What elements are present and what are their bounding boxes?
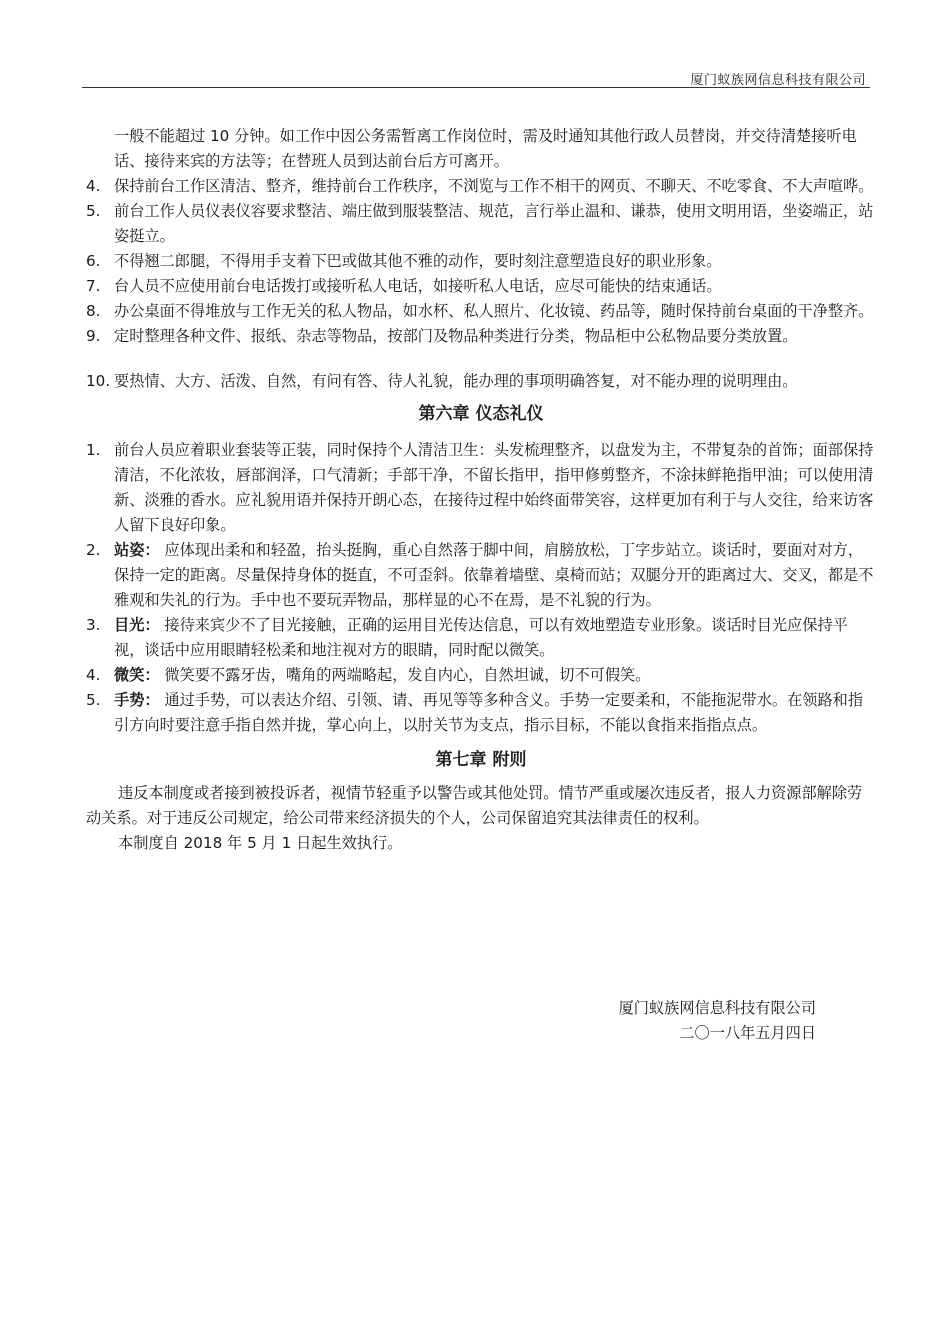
rules-list bbox=[86, 174, 876, 394]
item-number: 4. bbox=[86, 177, 101, 195]
item-text: 保持前台工作区清洁、整齐，维持前台工作秩序，不浏览与工作不相干的网页、不聊天、不吃零食、不大声喧哗。 bbox=[114, 177, 874, 195]
item-number: 4. bbox=[86, 666, 101, 684]
item-number: 3. bbox=[86, 616, 101, 634]
continuation-text: 一般不能超过 10 分钟。如工作中因公务需暂离工作岗位时，需及时通知其他行政人员替岗，并交待清楚接听电话、接待来宾的方法等；在替班人员到达前台后方可离开。 bbox=[114, 127, 857, 170]
item-number: 8. bbox=[86, 302, 101, 320]
item-text: 定时整理各种文件、报纸、杂志等物品，按部门及物品种类进行分类，物品柜中公私物品要分类放置。 bbox=[114, 327, 798, 345]
header-company: 厦门蚁族网信息科技有限公司 bbox=[690, 73, 866, 88]
item-text: 前台人员应着职业套装等正装，同时保持个人清洁卫生：头发梳理整齐，以盘发为主，不带复杂的首饰；面部保持清洁，不化浓妆，唇部润泽，口气清新；手部干净，不留长指甲，指甲修剪整齐，不涂抹鲜艳指甲油；可以使用清新、淡雅的香水。应礼貌用语并保持开朗心态，在接待过程中始终面带笑容，这样更加有利于与人交往，给来访客人留下良好印象。 bbox=[114, 441, 874, 534]
list-item bbox=[86, 688, 876, 738]
item-text: 要热情、大方、活泼、自然，有问有答、待人礼貌，能办理的事项明确答复，对不能办理的说明理由。 bbox=[114, 372, 798, 390]
item-text: 通过手势，可以表达介绍、引领、请、再见等等多种含义。手势一定要柔和，不能拖泥带水。在领路和指引方向时要注意手指自然并拢，掌心向上，以肘关节为支点，指示目标，不能以食指来指指点点。 bbox=[114, 691, 864, 734]
item-text: 微笑要不露牙齿，嘴角的两端略起，发自内心，自然坦诚，切不可假笑。 bbox=[164, 666, 651, 684]
item-text: 办公桌面不得堆放与工作无关的私人物品，如水杯、私人照片、化妆镜、药品等，随时保持前台桌面的干净整齐。 bbox=[114, 302, 874, 320]
list-item bbox=[86, 663, 876, 688]
item-text: 不得翘二郎腿，不得用手支着下巴或做其他不雅的动作，要时刻注意塑造良好的职业形象。 bbox=[114, 252, 722, 270]
chapter-7-title: 第七章 附则 bbox=[435, 750, 527, 770]
item-number: 10. bbox=[86, 372, 111, 390]
item-text: 应体现出柔和和轻盈，抬头挺胸，重心自然落于脚中间，肩膀放松，丁字步站立。谈话时，要面对对方，保持一定的距离。尽量保持身体的挺直，不可歪斜。依靠着墙壁、桌椅而站；双腿分开的距离过大、交叉，都是不雅观和失礼的行为。手中也不要玩弄物品，那样显的心不在焉，是不礼貌的行为。 bbox=[114, 541, 874, 609]
item-number: 9. bbox=[86, 327, 101, 345]
item-label: 微笑： bbox=[114, 666, 160, 684]
item-number: 2. bbox=[86, 541, 101, 559]
list-item bbox=[86, 274, 876, 299]
item-number: 5. bbox=[86, 202, 101, 220]
item-number: 5. bbox=[86, 691, 101, 709]
item-label: 手势： bbox=[114, 691, 160, 709]
item-text: 接待来宾少不了目光接触，正确的运用目光传达信息，可以有效地塑造专业形象。谈话时目光应保持平视，谈话中应用眼睛轻松柔和地注视对方的眼睛，同时配以微笑。 bbox=[114, 616, 848, 659]
signature-company: 厦门蚁族网信息科技有限公司 bbox=[618, 999, 816, 1017]
list-item bbox=[86, 199, 876, 249]
item-number: 1. bbox=[86, 441, 101, 459]
item-number: 7. bbox=[86, 277, 101, 295]
item-label: 目光： bbox=[114, 616, 160, 634]
list-item bbox=[86, 249, 876, 274]
effective-date-paragraph: 本制度自 2018 年 5 月 1 日起生效执行。 bbox=[118, 834, 403, 852]
item-number: 6. bbox=[86, 252, 101, 270]
item-text: 前台工作人员仪表仪容要求整洁、端庄做到服装整洁、规范，言行举止温和、谦恭，使用文明用语，坐姿端正，站姿挺立。 bbox=[114, 202, 874, 245]
list-item bbox=[86, 299, 876, 324]
list-item bbox=[86, 538, 876, 613]
list-item bbox=[86, 613, 876, 663]
list-item bbox=[86, 369, 876, 394]
chapter-6-title: 第六章 仪态礼仪 bbox=[418, 404, 544, 424]
chapter-6-list bbox=[86, 438, 876, 738]
signature-block bbox=[619, 996, 816, 1046]
item-label: 站姿： bbox=[114, 541, 160, 559]
item-text: 台人员不应使用前台电话拨打或接听私人电话，如接听私人电话，应尽可能快的结束通话。 bbox=[114, 277, 722, 295]
list-item bbox=[86, 438, 876, 538]
document-body bbox=[86, 124, 876, 856]
signature-date: 二〇一八年五月四日 bbox=[679, 1024, 816, 1042]
list-item bbox=[86, 324, 876, 349]
list-item bbox=[86, 174, 876, 199]
header-rule bbox=[82, 87, 870, 88]
chapter-7-paragraph: 违反本制度或者接到被投诉者，视情节轻重予以警告或其他处罚。情节严重或屡次违反者，报人力资源部解除劳动关系。对于违反公司规定，给公司带来经济损失的个人，公司保留追究其法律责任的权利。 bbox=[86, 784, 863, 827]
